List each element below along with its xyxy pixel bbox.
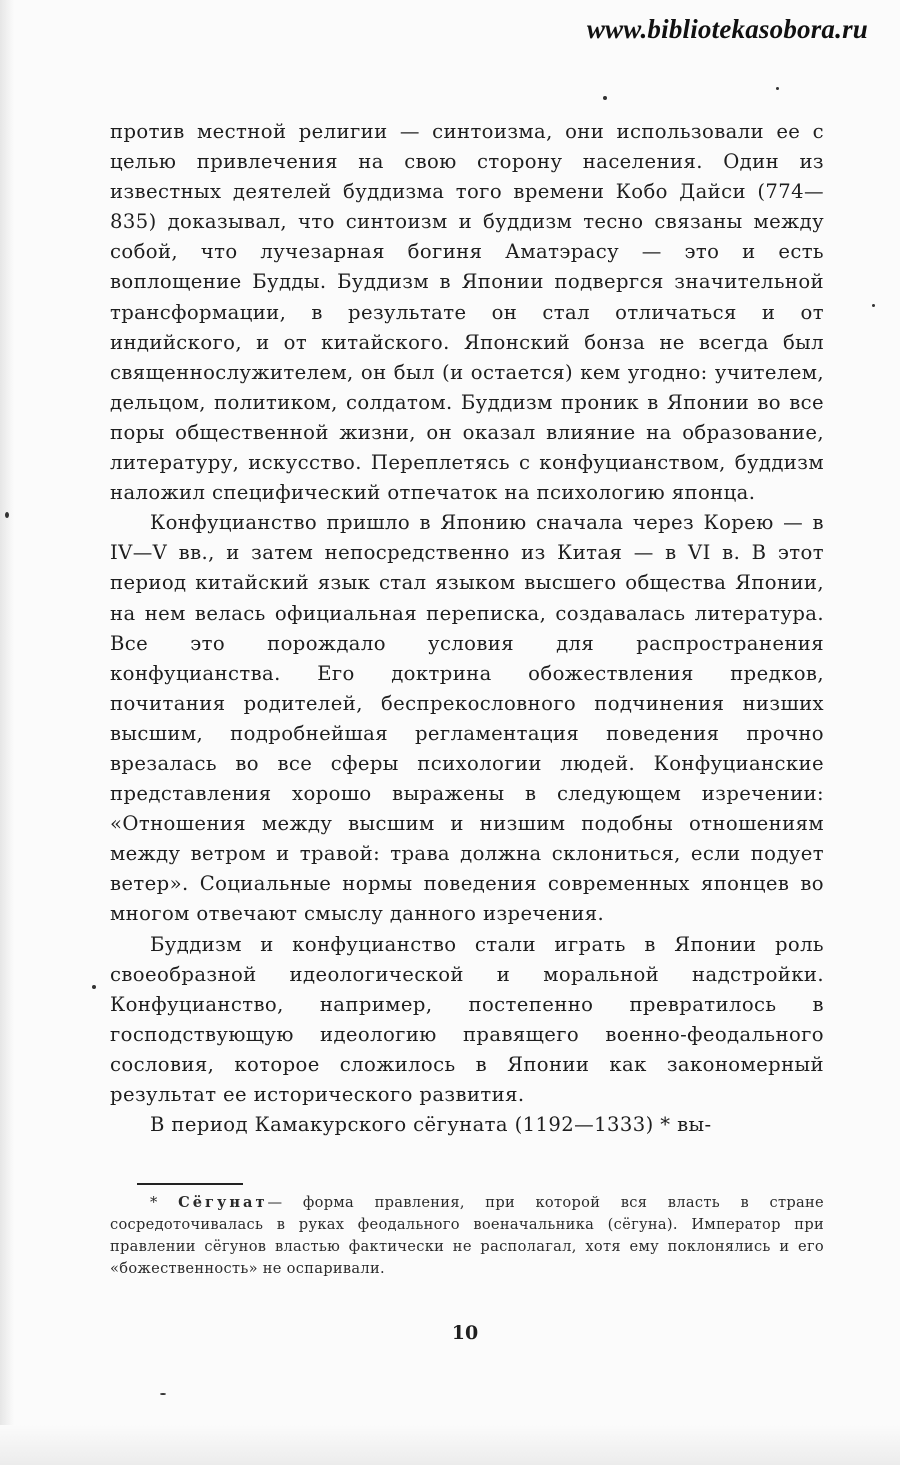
body-text: [110, 117, 824, 1140]
scan-speck: [160, 1393, 166, 1395]
paragraph-1: против местной религии — синтоизма, они использовали ее с целью привлечения на свою сторону населения. Один из известных деятелей буддизма того времени Кобо Дайси (774—835) доказывал, что синтоизм и буддизм тесно связаны между собой, что лучезарная богиня Аматэрасу — это и есть воплощение Будды. Буддизм в Японии подвергся значительной трансформации, в результате он стал отличаться и от индийского, и от китайского. Японский бонза не всегда был священнослужителем, он был (и остается) кем угодно: учителем, дельцом, политиком, солдатом. Буддизм проник в Японии во все поры общественной жизни, он оказал влияние на образование, литературу, искусство. Переплетясь с конфуцианством, буддизм наложил специфический отпечаток на психологию японца.: [110, 120, 824, 505]
scan-speck: [776, 87, 779, 90]
scan-speck: [92, 985, 96, 989]
footnote-marker: *: [150, 1194, 158, 1211]
footnote-divider: [137, 1183, 243, 1185]
footnote-term: Сёгунат: [178, 1194, 268, 1211]
scan-edge-left: [0, 0, 14, 1465]
footnote-text: — форма правления, при которой вся власть в стране сосредоточивалась в руках феодального военачальника (сёгуна). Император при правлении сёгунов властью фактически не располагал, хотя ему поклонялись и его «божественность» не оспаривали.: [110, 1194, 824, 1277]
paragraph-4: В период Камакурского сёгуната (1192—1333) * вы-: [150, 1113, 712, 1137]
scan-speck: [5, 512, 9, 518]
paragraph-2: Конфуцианство пришло в Японию сначала через Корею — в IV—V вв., и затем непосредственно из Китая — в VI в. В этот период китайский язык стал языком высшего общества Японии, на нем велась официальная переписка, создавалась литература. Все это порождало условия для распространения конфуцианства. Его доктрина обожествления предков, почитания родителей, беспрекословного подчинения низших высшим, подробнейшая регламентация поведения прочно врезалась во все сферы психологии людей. Конфуцианские представления хорошо выражены в следующем изречении: «Отношения между высшим и низшим подобны отношениям между ветром и травой: трава должна склониться, если подует ветер». Социальные нормы поведения современных японцев во многом отвечают смыслу данного изречения.: [110, 511, 824, 926]
scan-edge-bottom: [0, 1425, 900, 1465]
paragraph-3: Буддизм и конфуцианство стали играть в Японии роль своеобразной идеологической и моральной надстройки. Конфуцианство, например, постепенно превратилось в господствующую идеологию правящего военно-феодального сословия, которое сложилось в Японии как закономерный результат ее исторического развития.: [110, 932, 824, 1106]
scan-speck: [872, 304, 875, 307]
scan-speck: [603, 96, 607, 100]
footnote: [110, 1192, 824, 1280]
page-number: 10: [451, 1322, 479, 1344]
site-watermark: www.bibliotekasobora.ru: [586, 14, 868, 44]
